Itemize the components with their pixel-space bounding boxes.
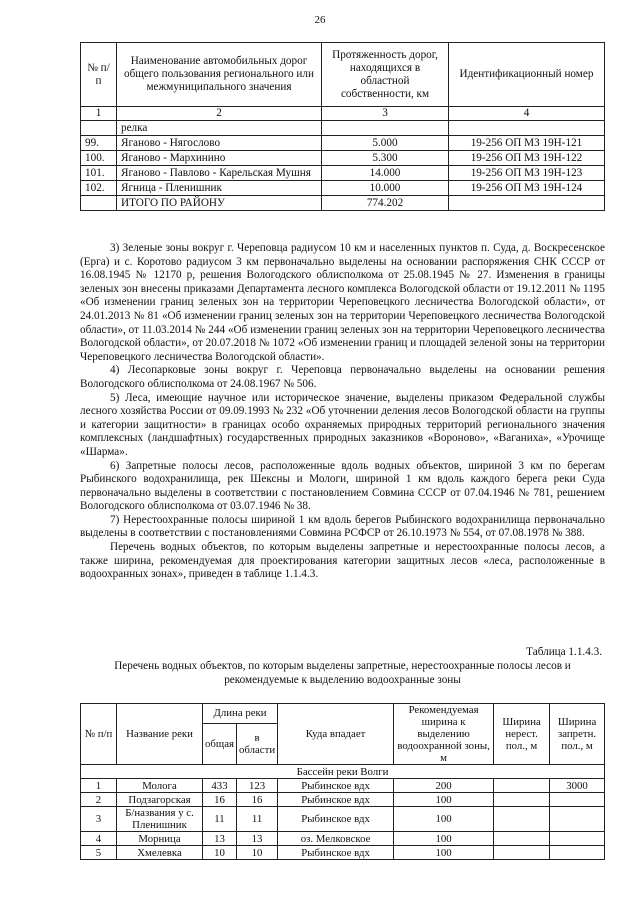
row-recommended: 100 — [394, 832, 494, 846]
row-road-name: Яганово - Павлово - Карельская Мушня — [117, 166, 322, 181]
header-num: № п/п — [81, 43, 117, 107]
row-flows-into: Рыбинское вдх — [278, 793, 394, 807]
header-id: Идентификационный номер — [449, 43, 605, 107]
header-flows-into: Куда впадает — [278, 704, 394, 765]
paragraph-forest-parks: 4) Лесопарковые зоны вокруг г. Череповца первоначально выделены на основании решения Вологодского облисполкома от 24.08.1967 № 506. — [80, 364, 605, 390]
header-recommended-width: Рекомендуемая ширина к выделению водоохранной зоны, м — [394, 704, 494, 765]
row-river: Хмелевка — [117, 846, 203, 860]
row-num: 99. — [81, 136, 117, 151]
paragraph-spawning-strips: 7) Нерестоохранные полосы шириной 1 км вдоль берегов Рыбинского водохранилища первоначально выделены в соответствии с постановлениями Совмина РСФСР от 26.10.1973 № 554, от 07.08.1978 № 388. — [80, 513, 605, 540]
water-bodies-table — [80, 703, 605, 860]
basin-label: Бассейн реки Волги — [81, 765, 605, 779]
header-index-1: 1 — [81, 107, 117, 121]
row-recommended: 100 — [394, 793, 494, 807]
row-num: 3 — [81, 807, 117, 832]
row-road-name: Яганово - Нягослово — [117, 136, 322, 151]
header-num: № п/п — [81, 704, 117, 765]
row-total: 11 — [203, 807, 237, 832]
row-num: 5 — [81, 846, 117, 860]
row-length: 774.202 — [322, 196, 449, 211]
row-id: 19-256 ОП МЗ 19Н-122 — [449, 151, 605, 166]
header-river-name: Название реки — [117, 704, 203, 765]
row-length: 5.000 — [322, 136, 449, 151]
table-row — [81, 793, 605, 807]
row-num — [81, 196, 117, 211]
table-row — [81, 151, 605, 166]
row-spawning — [494, 807, 550, 832]
row-river: Молога — [117, 779, 203, 793]
body-text — [80, 242, 605, 582]
row-id — [449, 196, 605, 211]
row-total: 10 — [203, 846, 237, 860]
table-row — [81, 121, 605, 136]
paragraph-scientific-forests: 5) Леса, имеющие научное или историческое значение, выделены приказом Федеральной службы лесного хозяйства России от 09.09.1993 № 232 «Об уточнении деления лесов Вологодской области на группы и категории защитности» в границах особо охраняемых природных территорий регионального значения комплексных (ландшафтных) государственных природных заказников «Вороново», «Ваганиха», «Урочище «Шарма». — [80, 391, 605, 458]
row-spawning — [494, 846, 550, 860]
paragraph-forbidden-strips: 6) Запретные полосы лесов, расположенные вдоль водных объектов, шириной 3 км по берегам Рыбинского водохранилища, рек Шексны и Мологи, шириной 1 км вдоль каждого берега реки Суда первоначально выделены в соответствии с постановлением Совмина СССР от 07.04.1946 № 781, решением Вологодского облисполкома от 03.07.1946 № 38. — [80, 459, 605, 513]
row-forbidden — [550, 846, 605, 860]
row-river: Морница — [117, 832, 203, 846]
row-num: 2 — [81, 793, 117, 807]
row-num: 101. — [81, 166, 117, 181]
table-row — [81, 807, 605, 832]
row-id: 19-256 ОП МЗ 19Н-123 — [449, 166, 605, 181]
header-index-3: 3 — [322, 107, 449, 121]
row-flows-into: Рыбинское вдх — [278, 846, 394, 860]
row-id: 19-256 ОП МЗ 19Н-121 — [449, 136, 605, 151]
paragraph-green-zones: 3) Зеленые зоны вокруг г. Череповца радиусом 10 км и населенных пунктов п. Суда, д. Воскресенское (Ерга) и с. Коротово радиусом 3 км первоначально выделены на основании распоряжения СНК СССР от 16.08.1945 № 12170 р, решения Вологодского облисполкома от 25.08.1945 № 27. Изменения в границы зеленых зон внесены приказами Департамента лесного комплекса Вологодской области от 19.12.2011 № 1195 «Об изменении границ зеленых зон на территории Череповецкого лесничества Вологодской области», от 24.01.2013 № 81 «Об изменении границ зеленых зон на территории Череповецкого лесничества Вологодской области», от 11.03.2014 № 244 «Об изменении границ зеленых зон на территории Череповецкого лесничества Вологодской области», от 20.07.2018 № 1072 «Об изменении границ и площадей зеленой зоны на территории Череповецкого лесничества Вологодской области». — [80, 242, 605, 363]
table-title: Перечень водных объектов, по которым выделены запретные, нерестоохранные полосы лесов и рекомендуемые к выделению водоохранные зоны — [114, 660, 571, 686]
row-forbidden: 3000 — [550, 779, 605, 793]
row-in-region: 16 — [237, 793, 278, 807]
row-flows-into: оз. Мелковское — [278, 832, 394, 846]
row-recommended: 100 — [394, 807, 494, 832]
row-in-region: 10 — [237, 846, 278, 860]
header-index-4: 4 — [449, 107, 605, 121]
row-flows-into: Рыбинское вдх — [278, 807, 394, 832]
row-id — [449, 121, 605, 136]
row-river: Б/названия у с. Пленишник — [117, 807, 203, 832]
table-row — [81, 181, 605, 196]
header-spawning-width: Ширина нерест. пол., м — [494, 704, 550, 765]
row-num — [81, 121, 117, 136]
row-flows-into: Рыбинское вдх — [278, 779, 394, 793]
row-length — [322, 121, 449, 136]
header-road-name: Наименование автомобильных дорог общего пользования регионального или межмуниципального значения — [117, 43, 322, 107]
row-recommended: 200 — [394, 779, 494, 793]
table-row — [81, 779, 605, 793]
header-index-2: 2 — [117, 107, 322, 121]
row-num: 102. — [81, 181, 117, 196]
row-num: 100. — [81, 151, 117, 166]
row-total: 16 — [203, 793, 237, 807]
roads-table — [80, 42, 605, 211]
table-row — [81, 846, 605, 860]
table-row — [81, 136, 605, 151]
row-in-region: 123 — [237, 779, 278, 793]
row-spawning — [494, 832, 550, 846]
paragraph-table-reference: Перечень водных объектов, по которым выделены запретные и нерестоохранные полосы лесов, а также ширина, рекомендуемая для проектирования категории защитных лесов «леса, расположенные в водоохранных зонах», приведен в таблице 1.1.4.3. — [80, 541, 605, 581]
row-id: 19-256 ОП МЗ 19Н-124 — [449, 181, 605, 196]
row-total: 13 — [203, 832, 237, 846]
row-forbidden — [550, 832, 605, 846]
row-in-region: 13 — [237, 832, 278, 846]
table-row — [81, 832, 605, 846]
row-in-region: 11 — [237, 807, 278, 832]
row-road-name: ИТОГО ПО РАЙОНУ — [117, 196, 322, 211]
row-river: Подзагорская — [117, 793, 203, 807]
row-total: 433 — [203, 779, 237, 793]
row-num: 4 — [81, 832, 117, 846]
header-length: Протяженность дорог, находящихся в областной собственности, км — [322, 43, 449, 107]
header-length-in-region: в области — [237, 723, 278, 764]
table-row — [81, 166, 605, 181]
row-spawning — [494, 779, 550, 793]
row-forbidden — [550, 807, 605, 832]
row-forbidden — [550, 793, 605, 807]
header-forbidden-width: Ширина запретн. пол., м — [550, 704, 605, 765]
page-number: 26 — [314, 14, 326, 26]
row-road-name: релка — [117, 121, 322, 136]
row-road-name: Яганово - Мархинино — [117, 151, 322, 166]
table-row-total — [81, 196, 605, 211]
row-length: 14.000 — [322, 166, 449, 181]
row-length: 5.300 — [322, 151, 449, 166]
header-river-length: Длина реки — [203, 704, 278, 724]
row-length: 10.000 — [322, 181, 449, 196]
row-road-name: Ягница - Пленишник — [117, 181, 322, 196]
row-recommended: 100 — [394, 846, 494, 860]
row-num: 1 — [81, 779, 117, 793]
table-caption: Таблица 1.1.4.3. — [526, 646, 602, 658]
row-spawning — [494, 793, 550, 807]
header-length-total: общая — [203, 723, 237, 764]
